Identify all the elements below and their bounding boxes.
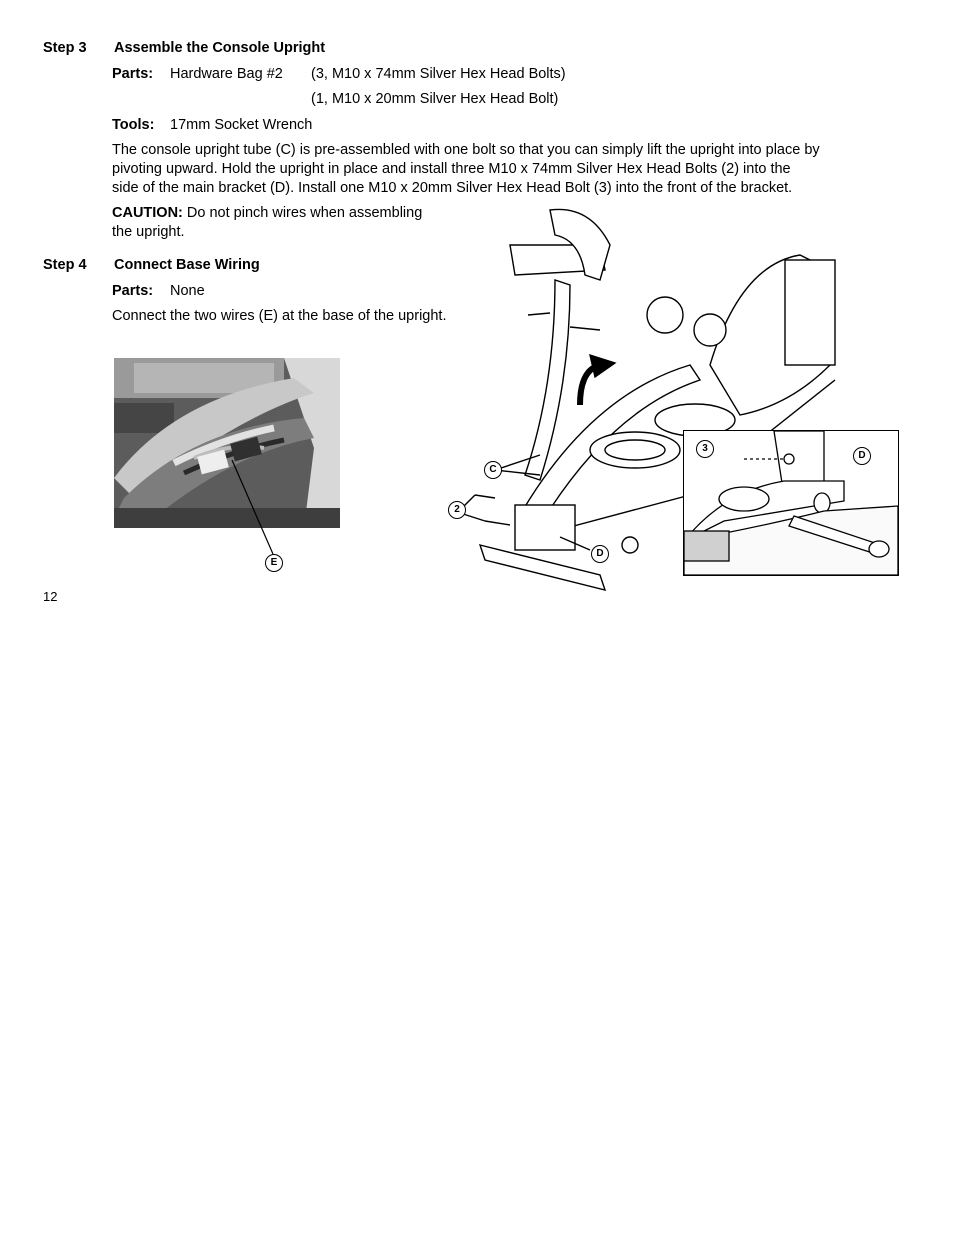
step4-parts-label: Parts: <box>112 283 154 299</box>
step3-label: Step 3 <box>43 40 87 56</box>
step3-body-line: pivoting upward. Hold the upright in place and install three M10 x 74mm Silver Hex Head Bolts (2) into the <box>112 161 791 177</box>
step4-parts-value: None <box>170 283 205 299</box>
step3-body-line: The console upright tube (C) is pre-assembled with one bolt so that you can simply lift the upright into place by <box>112 142 820 158</box>
callout-c: C <box>484 461 502 479</box>
step3-parts-item: (3, M10 x 74mm Silver Hex Head Bolts) <box>311 66 566 82</box>
step4-body: Connect the two wires (E) at the base of the upright. <box>112 308 447 324</box>
step3-body-line: side of the main bracket (D). Install one M10 x 20mm Silver Hex Head Bolt (3) into the front of the bracket. <box>112 180 793 196</box>
callout-d: D <box>591 545 609 563</box>
caution-label: CAUTION: <box>112 205 183 221</box>
step3-parts-label: Parts: <box>112 66 154 82</box>
caution-text: Do not pinch wires when assembling <box>186 205 423 221</box>
page-number: 12 <box>43 589 58 604</box>
step3-parts-item: (1, M10 x 20mm Silver Hex Head Bolt) <box>311 91 559 107</box>
callout-3: 3 <box>696 440 714 458</box>
step4-title: Connect Base Wiring <box>114 257 260 273</box>
step3-tools-label: Tools: <box>112 117 155 133</box>
step3-parts-bag: Hardware Bag #2 <box>170 66 283 82</box>
callout-d-inset: D <box>853 447 871 465</box>
step4-label: Step 4 <box>43 257 87 273</box>
step3-tools-value: 17mm Socket Wrench <box>170 117 313 133</box>
callout-2: 2 <box>448 501 466 519</box>
callout-e: E <box>265 554 283 572</box>
caution-text-line2: the upright. <box>112 224 185 240</box>
step3-title: Assemble the Console Upright <box>114 40 326 56</box>
